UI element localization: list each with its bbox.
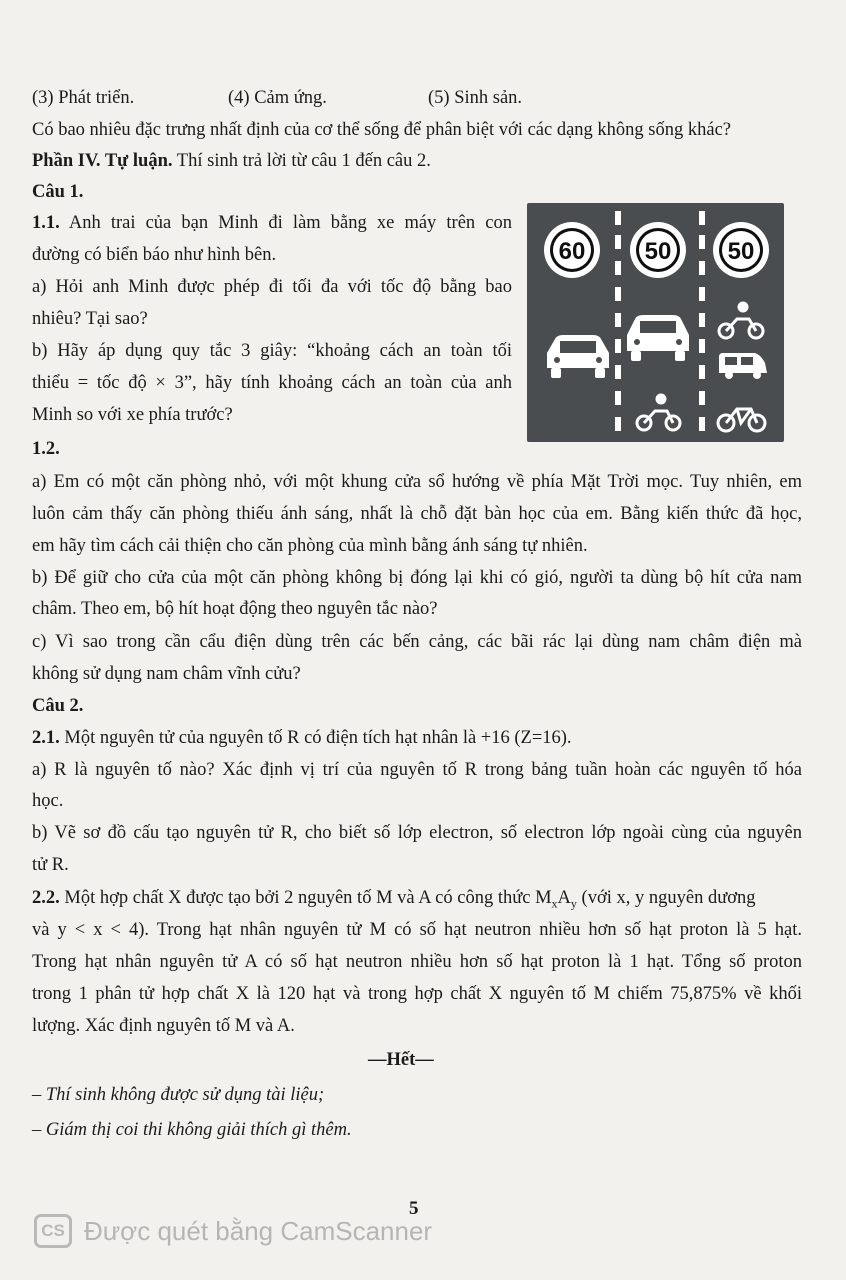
p12-number: 1.2. bbox=[32, 439, 60, 459]
note-2: – Giám thị coi thi không giải thích gì thêm. bbox=[32, 1120, 352, 1140]
p12-line-6: c) Vì sao trong cần cẩu điện dùng trên các bến cảng, các bãi rác lại dùng nam châm điện mà bbox=[32, 632, 802, 652]
part4-heading: Phần IV. Tự luận. bbox=[32, 151, 173, 171]
p11-line-2: đường có biển báo như hình bên. bbox=[32, 245, 277, 265]
camscanner-watermark bbox=[34, 1214, 432, 1248]
speed-value-50-right: 50 bbox=[727, 238, 755, 265]
p22-line-5: lượng. Xác định nguyên tố M và A. bbox=[32, 1016, 295, 1036]
p22-text-b: (với x, y nguyên dương bbox=[576, 888, 756, 908]
option-4: (4) Cảm ứng. bbox=[228, 88, 327, 108]
p22-line-4: trong 1 phân tử hợp chất X là 120 hạt và trong hợp chất X nguyên tố M chiếm 75,875% về khối bbox=[32, 984, 802, 1004]
p12-line-1: a) Em có một căn phòng nhỏ, với một khung cửa sổ hướng về phía Mặt Trời mọc. Tuy nhiên, em bbox=[32, 472, 802, 492]
cau1-heading: Câu 1. bbox=[32, 182, 84, 202]
p11-line-1 bbox=[32, 211, 512, 235]
speed-limit-sign bbox=[527, 203, 784, 442]
option-5: (5) Sinh sản. bbox=[428, 88, 523, 108]
p21-line-intro bbox=[32, 726, 572, 750]
part4-instruction: Thí sinh trả lời từ câu 1 đến câu 2. bbox=[172, 151, 431, 171]
p11-line-6: thiểu = tốc độ × 3”, hãy tính khoảng cách an toàn của anh bbox=[32, 373, 512, 393]
p12-line-7: không sử dụng nam châm vĩnh cửu? bbox=[32, 664, 301, 684]
part4-line bbox=[32, 149, 431, 173]
speed-value-50-middle: 50 bbox=[644, 238, 672, 265]
camscanner-text: Được quét bằng CamScanner bbox=[84, 1215, 433, 1246]
p21-line-a1: a) R là nguyên tố nào? Xác định vị trí của nguyên tố R trong bảng tuần hoàn các nguyên tố hóa bbox=[32, 760, 802, 780]
p21-line-b1: b) Vẽ sơ đồ cấu tạo nguyên tử R, cho biết số lớp electron, số electron lớp ngoài cùng của nguyên bbox=[32, 823, 802, 843]
option-3: (3) Phát triển. bbox=[32, 88, 135, 108]
p21-line-b2: tử R. bbox=[32, 855, 69, 875]
end-mark: —Hết— bbox=[368, 1050, 434, 1070]
p11-line-5: b) Hãy áp dụng quy tắc 3 giây: “khoảng cách an toàn tối bbox=[32, 341, 512, 361]
p22-text-a: Một hợp chất X được tạo bởi 2 nguyên tố M và A có công thức M bbox=[59, 888, 552, 908]
page-number: 5 bbox=[409, 1198, 419, 1219]
p12-line-3: em hãy tìm cách cải thiện cho căn phòng của mình bằng ánh sáng tự nhiên. bbox=[32, 536, 588, 556]
p11-text: Anh trai của bạn Minh đi làm bằng xe máy trên con bbox=[59, 213, 512, 233]
p11-line-3: a) Hỏi anh Minh được phép đi tối đa với tốc độ bằng bao bbox=[32, 277, 512, 297]
p22-number: 2.2. bbox=[32, 888, 60, 908]
subscript-x: x bbox=[551, 896, 558, 911]
p21-intro-text: Một nguyên tử của nguyên tố R có điện tích hạt nhân là +16 (Z=16). bbox=[59, 728, 572, 748]
p11-line-4: nhiêu? Tại sao? bbox=[32, 309, 148, 329]
speed-sign-60 bbox=[544, 222, 600, 278]
speed-sign-50-middle bbox=[630, 222, 686, 278]
speed-sign-50-right bbox=[713, 222, 769, 278]
speed-value-60: 60 bbox=[558, 238, 586, 265]
subscript-y: y bbox=[570, 896, 577, 911]
camscanner-logo: CS bbox=[34, 1214, 72, 1248]
p11-number: 1.1. bbox=[32, 213, 60, 233]
p22-line-3: Trong hạt nhân nguyên tử A có số hạt neutron nhiều hơn số hạt proton là 1 hạt. Tổng số proton bbox=[32, 952, 802, 972]
p12-line-5: châm. Theo em, bộ hít hoạt động theo nguyên tắc nào? bbox=[32, 599, 438, 619]
p21-number: 2.1. bbox=[32, 728, 60, 748]
p12-line-2: luôn cảm thấy căn phòng thiếu ánh sáng, nhất là chỗ đặt bàn học của em. Bằng kiến thức đã học, bbox=[32, 504, 802, 524]
p22-line-1 bbox=[32, 886, 802, 916]
p12-line-4: b) Để giữ cho cửa của một căn phòng không bị đóng lại khi có gió, người ta dùng bộ hít cửa nam bbox=[32, 568, 802, 588]
note-1: – Thí sinh không được sử dụng tài liệu; bbox=[32, 1085, 325, 1105]
cau2-heading: Câu 2. bbox=[32, 696, 84, 716]
formula-letter-a: A bbox=[557, 888, 571, 908]
p22-line-2: và y < x < 4). Trong hạt nhân nguyên tử M có số hạt neutron nhiều hơn số hạt proton là 5 hạt. bbox=[32, 920, 802, 940]
question-line: Có bao nhiêu đặc trưng nhất định của cơ thể sống để phân biệt với các dạng không sống khác? bbox=[32, 120, 731, 140]
p11-line-7: Minh so với xe phía trước? bbox=[32, 405, 233, 425]
p21-line-a2: học. bbox=[32, 791, 64, 811]
